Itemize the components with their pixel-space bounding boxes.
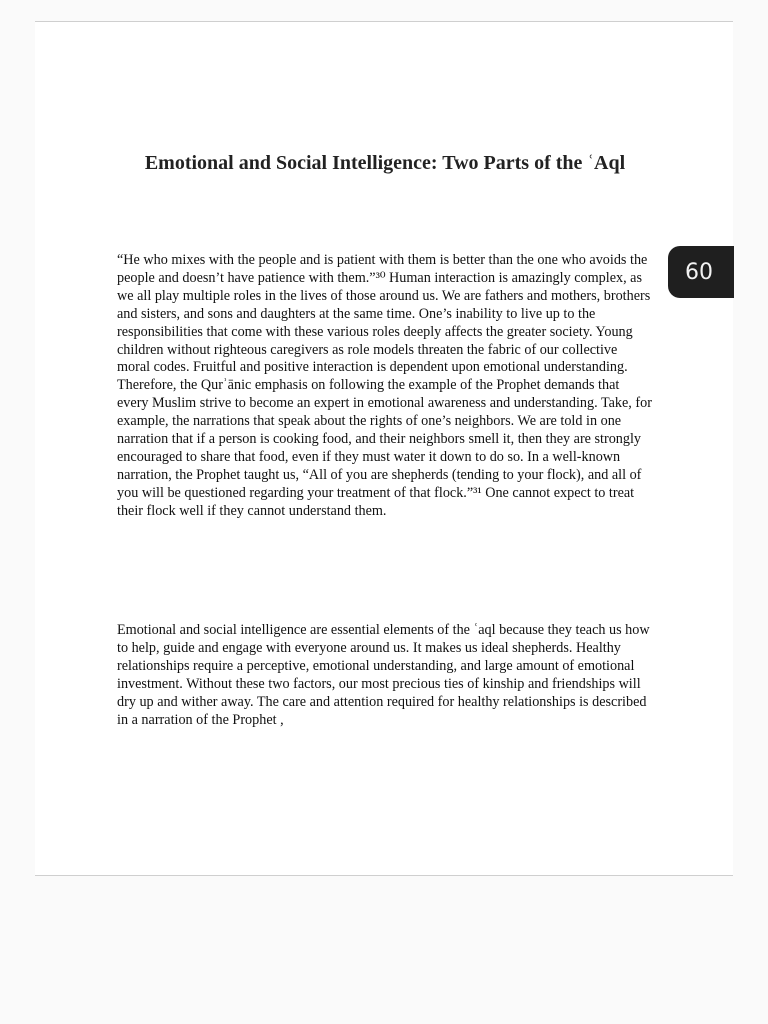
page-number-badge[interactable]: 60 <box>668 246 734 298</box>
body-paragraph-1: “He who mixes with the people and is patient with them is better than the one who avoids the people and doesn’t have patience with them.”³⁰ Human interaction is amazingly complex, as we all play multiple roles in the lives of those around us. We are fathers and mothers, brothers and sisters, and sons and daughters at the same time. One’s inability to live up to the responsibilities that come with these various roles deeply affects the greater society. Young children without righteous caregivers as role models threaten the fabric of our collective moral codes. Fruitful and positive interaction is dependent upon emotional understanding. Therefore, the Qurʾānic emphasis on following the example of the Prophet demands that every Muslim strive to become an expert in emotional awareness and understanding. Take, for example, the narrations that speak about the rights of one’s neighbors. We are told in one narration that if a person is cooking food, and their neighbors smell it, then they are strongly encouraged to share that food, even if they must water it down to do so. In a well-known narration, the Prophet taught us, “All of you are shepherds (tending to your flock), and all of you will be questioned regarding your treatment of that flock.”³¹ One cannot expect to treat their flock well if they cannot understand them. <box>117 252 652 519</box>
chapter-title: Emotional and Social Intelligence: Two Parts of the ʿAql <box>144 152 626 174</box>
book-page[interactable] <box>35 22 733 875</box>
body-paragraph-2: Emotional and social intelligence are essential elements of the ʿaql because they teach us how to help, guide and engage with everyone around us. It makes us ideal shepherds. Healthy relationships require a perceptive, emotional understanding, and large amount of emotional investment. Without these two factors, our most precious ties of kinship and friendships will dry up and wither away. The care and attention required for healthy relationships is described in a narration of the Prophet , <box>117 622 650 728</box>
page-bottom-divider <box>35 875 733 876</box>
